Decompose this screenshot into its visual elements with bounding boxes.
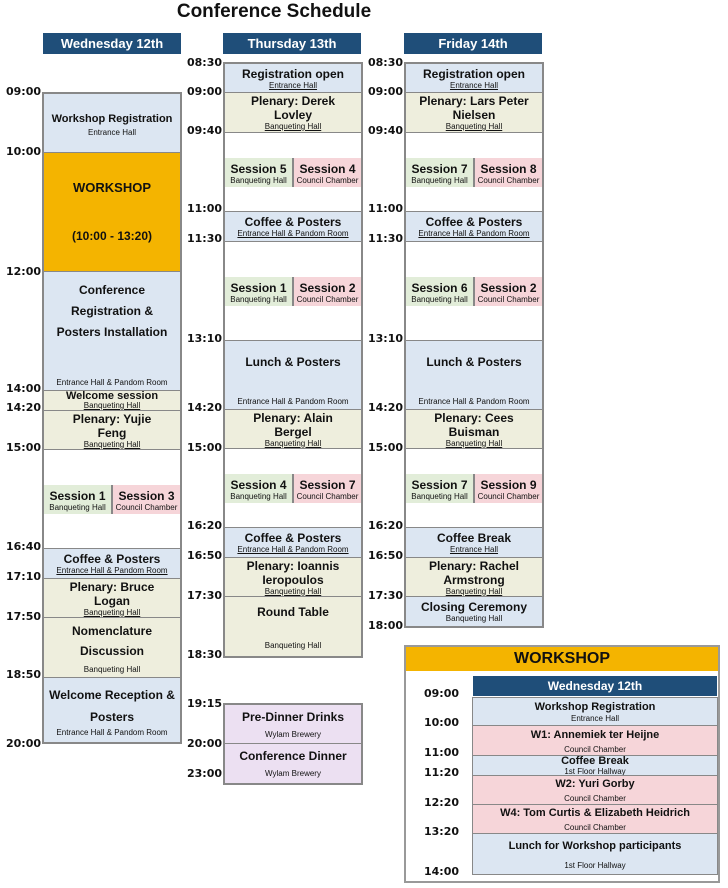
session-6[interactable]: Session 6 Banqueting Hall xyxy=(406,277,473,306)
session-3[interactable]: Session 3 Council Chamber xyxy=(111,485,180,514)
event-plenary-yujie-feng[interactable]: Plenary: Yujie Feng Banqueting Hall xyxy=(44,411,180,450)
page-title: Conference Schedule xyxy=(176,1,372,22)
time-label: 11:00 xyxy=(424,746,460,759)
time-label: 20:00 xyxy=(6,737,42,750)
session-1[interactable]: Session 1 Banqueting Hall xyxy=(225,277,292,306)
event-coffee-posters[interactable]: Coffee & Posters Entrance Hall & Pandom Room xyxy=(225,212,361,242)
session-7[interactable]: Session 7 Banqueting Hall xyxy=(406,158,473,187)
time-label: 09:00 xyxy=(6,85,42,98)
time-label: 11:00 xyxy=(187,202,223,215)
session-9[interactable]: Session 9 Council Chamber xyxy=(473,474,542,503)
time-label: 10:00 xyxy=(6,145,42,158)
day-header-thursday: Thursday 13th xyxy=(223,33,361,54)
time-label: 09:00 xyxy=(424,687,460,700)
event-round-table[interactable]: Round Table Banqueting Hall xyxy=(225,597,361,656)
event-sessions-4-7 xyxy=(225,449,361,528)
event-conference-registration[interactable]: Conference Registration & Posters Installation Entrance Hall & Pandom Room xyxy=(44,272,180,391)
event-sessions-5-4 xyxy=(225,133,361,212)
time-label: 16:50 xyxy=(187,549,223,562)
workshop-schedule xyxy=(472,697,718,875)
event-plenary-rachel-armstrong[interactable]: Plenary: Rachel Armstrong Banqueting Hall xyxy=(406,558,542,597)
session-7[interactable]: Session 7 Banqueting Hall xyxy=(406,474,473,503)
ws-event-registration[interactable]: Workshop Registration Entrance Hall xyxy=(473,698,717,726)
time-label: 17:10 xyxy=(6,570,42,583)
time-label: 12:00 xyxy=(6,265,42,278)
time-label: 13:10 xyxy=(187,332,223,345)
event-plenary-cees-buisman[interactable]: Plenary: Cees Buisman Banqueting Hall xyxy=(406,410,542,449)
event-conference-dinner[interactable]: Conference Dinner Wylam Brewery xyxy=(225,744,361,783)
time-label: 09:00 xyxy=(187,85,223,98)
event-coffee-posters[interactable]: Coffee & Posters Entrance Hall & Pandom Room xyxy=(406,212,542,242)
workshop-panel-header: WORKSHOP xyxy=(406,647,718,671)
time-label: 19:15 xyxy=(187,697,223,710)
time-label: 18:00 xyxy=(368,619,404,632)
time-label: 15:00 xyxy=(187,441,223,454)
event-lunch-posters[interactable]: Lunch & Posters Entrance Hall & Pandom Room xyxy=(406,341,542,410)
time-label: 12:20 xyxy=(424,796,460,809)
workshop-day-header: Wednesday 12th xyxy=(473,676,717,696)
event-welcome-session[interactable]: Welcome session Banqueting Hall xyxy=(44,391,180,411)
session-2[interactable]: Session 2 Council Chamber xyxy=(473,277,542,306)
time-label: 17:30 xyxy=(187,589,223,602)
event-sessions-1-3 xyxy=(44,450,180,549)
wednesday-column xyxy=(42,92,182,744)
friday-column xyxy=(404,62,544,628)
event-welcome-reception[interactable]: Welcome Reception & Posters Entrance Hall & Pandom Room xyxy=(44,678,180,742)
time-label: 18:50 xyxy=(6,668,42,681)
ws-event-w4[interactable]: W4: Tom Curtis & Elizabeth Heidrich Council Chamber xyxy=(473,805,717,834)
time-label: 14:20 xyxy=(187,401,223,414)
time-label: 15:00 xyxy=(6,441,42,454)
time-label: 08:30 xyxy=(187,56,223,69)
session-4[interactable]: Session 4 Council Chamber xyxy=(292,158,361,187)
event-plenary-alain-bergel[interactable]: Plenary: Alain Bergel Banqueting Hall xyxy=(225,410,361,449)
time-label: 18:30 xyxy=(187,648,223,661)
time-label: 16:50 xyxy=(368,549,404,562)
time-label: 16:20 xyxy=(187,519,223,532)
time-label: 20:00 xyxy=(187,737,223,750)
time-label: 13:20 xyxy=(424,825,460,838)
time-label: 16:20 xyxy=(368,519,404,532)
time-label: 14:00 xyxy=(424,865,460,878)
event-registration-open[interactable]: Registration open Entrance Hall xyxy=(225,64,361,93)
day-header-wednesday: Wednesday 12th xyxy=(43,33,181,54)
time-label: 14:00 xyxy=(6,382,42,395)
event-plenary-derek-lovley[interactable]: Plenary: Derek Lovley Banqueting Hall xyxy=(225,93,361,133)
time-label: 23:00 xyxy=(187,767,223,780)
time-label: 14:20 xyxy=(368,401,404,414)
time-label: 14:20 xyxy=(6,401,42,414)
event-plenary-ioannis-ieropoulos[interactable]: Plenary: Ioannis Ieropoulos Banqueting Hall xyxy=(225,558,361,597)
time-label: 10:00 xyxy=(424,716,460,729)
session-5[interactable]: Session 5 Banqueting Hall xyxy=(225,158,292,187)
event-closing-ceremony[interactable]: Closing Ceremony Banqueting Hall xyxy=(406,597,542,626)
time-label: 16:40 xyxy=(6,540,42,553)
time-label: 17:50 xyxy=(6,610,42,623)
session-2[interactable]: Session 2 Council Chamber xyxy=(292,277,361,306)
time-label: 15:00 xyxy=(368,441,404,454)
time-label: 17:30 xyxy=(368,589,404,602)
event-pre-dinner-drinks[interactable]: Pre-Dinner Drinks Wylam Brewery xyxy=(225,705,361,744)
time-label: 13:10 xyxy=(368,332,404,345)
event-plenary-lars-peter-nielsen[interactable]: Plenary: Lars Peter Nielsen Banqueting Hall xyxy=(406,93,542,133)
time-label: 09:00 xyxy=(368,85,404,98)
session-7[interactable]: Session 7 Council Chamber xyxy=(292,474,361,503)
event-sessions-7-8 xyxy=(406,133,542,212)
time-label: 09:40 xyxy=(368,124,404,137)
time-label: 11:30 xyxy=(187,232,223,245)
session-4[interactable]: Session 4 Banqueting Hall xyxy=(225,474,292,503)
ws-event-w1[interactable]: W1: Annemiek ter Heijne Council Chamber xyxy=(473,726,717,756)
event-sessions-7-9 xyxy=(406,449,542,528)
event-coffee-posters[interactable]: Coffee & Posters Entrance Hall & Pandom Room xyxy=(44,549,180,579)
thursday-column xyxy=(223,62,363,658)
time-label: 11:20 xyxy=(424,766,460,779)
time-label: 09:40 xyxy=(187,124,223,137)
event-workshop[interactable]: WORKSHOP (10:00 - 13:20) xyxy=(44,153,180,272)
time-label: 08:30 xyxy=(368,56,404,69)
event-nomenclature-discussion[interactable]: Nomenclature Discussion Banqueting Hall xyxy=(44,618,180,678)
time-label: 11:00 xyxy=(368,202,404,215)
event-sessions-6-2 xyxy=(406,242,542,341)
event-coffee-posters-2[interactable]: Coffee & Posters Entrance Hall & Pandom Room xyxy=(225,528,361,558)
event-plenary-bruce-logan[interactable]: Plenary: Bruce Logan Banqueting Hall xyxy=(44,579,180,618)
ws-event-lunch[interactable]: Lunch for Workshop participants 1st Floor Hallway xyxy=(473,834,717,874)
event-lunch-posters[interactable]: Lunch & Posters Entrance Hall & Pandom Room xyxy=(225,341,361,410)
thursday-evening-column xyxy=(223,703,363,785)
event-registration-open[interactable]: Registration open Entrance Hall xyxy=(406,64,542,93)
day-header-friday: Friday 14th xyxy=(404,33,542,54)
session-1[interactable]: Session 1 Banqueting Hall xyxy=(44,485,111,514)
event-workshop-registration[interactable]: Workshop Registration Entrance Hall xyxy=(44,94,180,153)
time-label: 11:30 xyxy=(368,232,404,245)
session-8[interactable]: Session 8 Council Chamber xyxy=(473,158,542,187)
event-sessions-1-2 xyxy=(225,242,361,341)
ws-event-coffee-break[interactable]: Coffee Break 1st Floor Hallway xyxy=(473,756,717,776)
ws-event-w2[interactable]: W2: Yuri Gorby Council Chamber xyxy=(473,776,717,805)
event-coffee-break[interactable]: Coffee Break Entrance Hall xyxy=(406,528,542,558)
